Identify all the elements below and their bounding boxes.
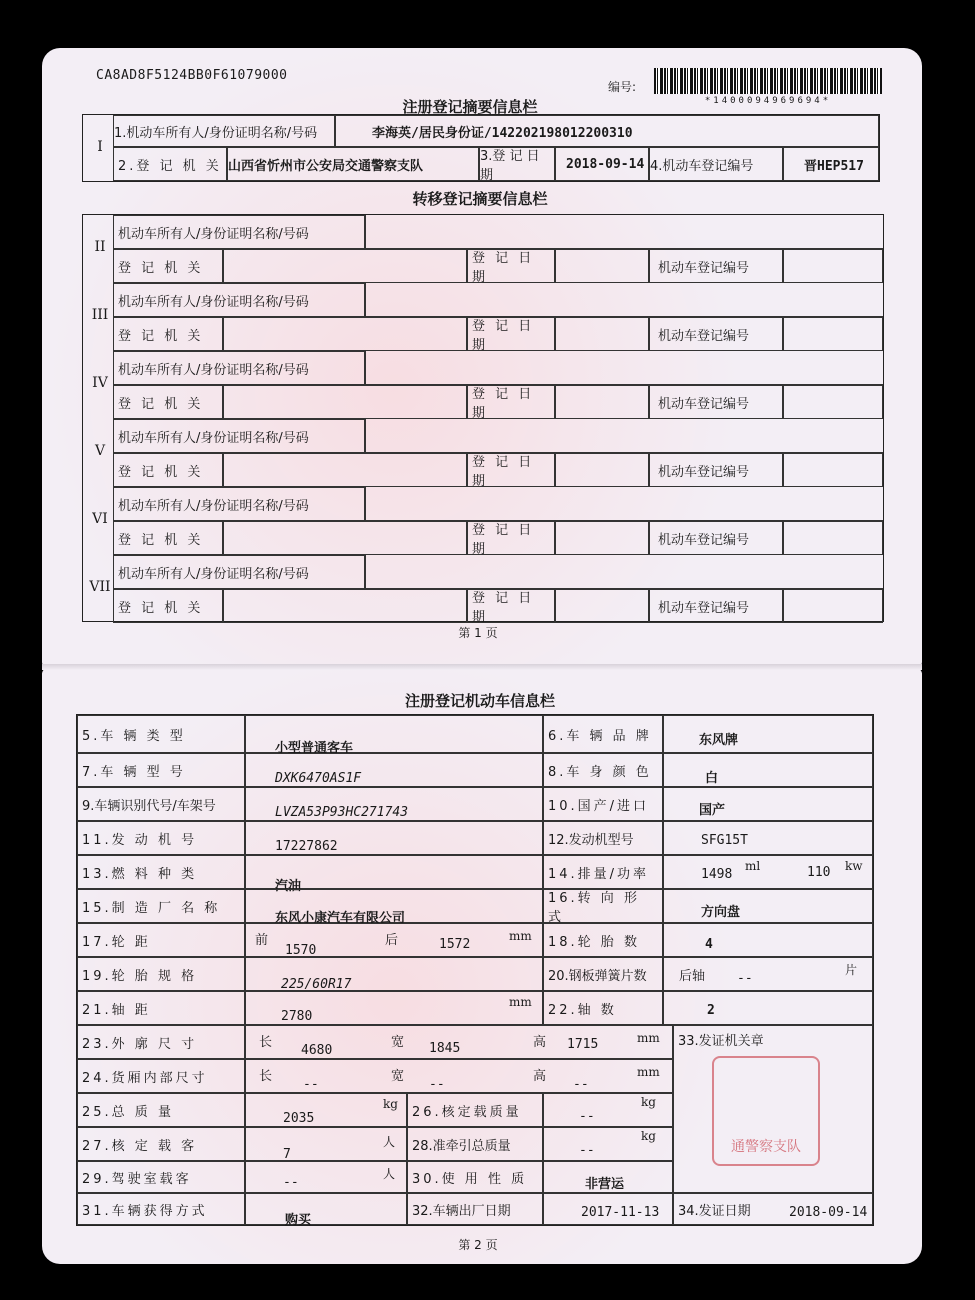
label-steering-type: 16.转 向 形 式 <box>543 889 663 923</box>
transfer-owner-value <box>365 419 883 453</box>
serial-number: CA8AD8F5124BB0F61079000 <box>96 68 288 83</box>
value-vin: LVZA53P93HC271743 <box>275 805 409 820</box>
owner-value: 李海英/居民身份证/142202198012200310 <box>335 115 879 147</box>
transfer-regno-label: 机动车登记编号 <box>649 521 783 555</box>
transfer-date-label: 登 记 日 期 <box>467 589 555 623</box>
regno-label: 4.机动车登记编号 <box>649 147 783 181</box>
value-length: 4680 <box>301 1043 333 1058</box>
width-label: 宽 <box>391 1069 405 1084</box>
row-numeral: VII <box>89 579 111 595</box>
rear-axle-label: 后轴 <box>679 969 706 984</box>
transfer-authority-label: 登 记 机 关 <box>113 589 223 623</box>
transfer-regno-value <box>783 385 883 419</box>
transfer-owner-label: 机动车所有人/身份证明名称/号码 <box>113 555 365 589</box>
label-manufacturer: 15.制 造 厂 名 称 <box>77 889 245 923</box>
section-title-vehicle-info: 注册登记机动车信息栏 <box>404 692 555 710</box>
authority-label: 2.登 记 机 关 <box>113 147 227 181</box>
value-vehicle-type: 小型普通客车 <box>275 741 354 756</box>
barcode <box>654 68 882 94</box>
value-rated-load: -- <box>579 1109 595 1124</box>
date-label: 3.登 记 日 期 <box>479 147 555 181</box>
owner-label: 1.机动车所有人/身份证明名称/号码 <box>113 115 335 147</box>
transfer-regno-label: 机动车登记编号 <box>649 385 783 419</box>
transfer-regno-value <box>783 521 883 555</box>
transfer-date-label: 登 记 日 期 <box>467 453 555 487</box>
value-cell <box>663 787 873 821</box>
section-title-registration-summary: 注册登记摘要信息栏 <box>402 98 538 116</box>
width-label: 宽 <box>391 1035 405 1050</box>
authority-value: 山西省忻州市公安局交通警察支队 <box>227 147 479 181</box>
transfer-owner-label: 机动车所有人/身份证明名称/号码 <box>113 215 365 249</box>
value-fuel-type: 汽油 <box>275 879 302 894</box>
label-brand: 6.车 辆 品 牌 <box>543 715 663 753</box>
unit-ml: ml <box>745 859 761 873</box>
transfer-owner-value <box>365 283 883 317</box>
transfer-regno-value <box>783 589 883 623</box>
value-cell <box>663 889 873 923</box>
label-leaf-springs: 20.钢板弹簧片数 <box>543 957 663 991</box>
label-issue-date: 34.发证日期 <box>673 1193 873 1225</box>
page-number-2: 第 2 页 <box>458 1238 498 1252</box>
value-height: 1715 <box>567 1037 599 1052</box>
transfer-owner-label: 机动车所有人/身份证明名称/号码 <box>113 351 365 385</box>
front-label: 前 <box>255 933 269 948</box>
unit-mm: mm <box>509 929 532 943</box>
barcode-label: 编号: <box>608 80 637 94</box>
transfer-authority-value <box>223 249 467 283</box>
value-acquisition-method: 购买 <box>285 1213 312 1228</box>
row-numeral: III <box>91 307 109 323</box>
transfer-owner-label: 机动车所有人/身份证明名称/号码 <box>113 419 365 453</box>
section-title-transfer-summary: 转移登记摘要信息栏 <box>412 190 548 208</box>
value-brand: 东风牌 <box>699 733 739 748</box>
value-cell <box>663 715 873 753</box>
unit-person: 人 <box>383 1135 396 1149</box>
value-cell <box>663 753 873 787</box>
transfer-date-value <box>555 453 649 487</box>
value-engine-no: 17227862 <box>275 839 338 854</box>
transfer-date-label: 登 记 日 期 <box>467 385 555 419</box>
label-engine-no: 11.发 动 机 号 <box>77 821 245 855</box>
value-origin: 国产 <box>699 803 726 818</box>
row-numeral: IV <box>92 375 108 391</box>
value-manufacturer: 东风小康汽车有限公司 <box>275 911 406 926</box>
label-origin: 10.国产/进口 <box>543 787 663 821</box>
label-total-mass: 25.总 质 量 <box>77 1093 245 1127</box>
regno-value: 晋HEP517 <box>783 147 879 181</box>
value-towing-mass: -- <box>579 1143 595 1158</box>
height-label: 高 <box>533 1069 547 1084</box>
transfer-date-value <box>555 385 649 419</box>
transfer-owner-value <box>365 351 883 385</box>
transfer-date-value <box>555 589 649 623</box>
label-tire-count: 18.轮 胎 数 <box>543 923 663 957</box>
value-leaf-springs: -- <box>737 971 753 986</box>
label-vehicle-model: 7.车 辆 型 号 <box>77 753 245 787</box>
label-outer-dimensions: 23.外 廓 尺 寸 <box>77 1025 245 1059</box>
label-wheelbase: 21.轴 距 <box>77 991 245 1025</box>
transfer-regno-label: 机动车登记编号 <box>649 453 783 487</box>
transfer-authority-label: 登 记 机 关 <box>113 249 223 283</box>
height-label: 高 <box>533 1035 547 1050</box>
transfer-summary-table <box>82 214 884 625</box>
transfer-authority-value <box>223 521 467 555</box>
label-vin: 9.车辆识别代号/车架号 <box>77 787 245 821</box>
value-cell <box>663 991 873 1025</box>
transfer-date-value <box>555 249 649 283</box>
unit-mm: mm <box>637 1031 660 1045</box>
transfer-owner-value <box>365 555 883 589</box>
official-stamp: 通警察支队 <box>712 1056 820 1166</box>
value-rear-track: 1572 <box>439 937 471 952</box>
transfer-regno-value <box>783 249 883 283</box>
transfer-date-label: 登 记 日 期 <box>467 521 555 555</box>
value-usage-nature: 非营运 <box>585 1177 625 1192</box>
unit-mm: mm <box>509 995 532 1009</box>
value-cargo-length: -- <box>303 1077 319 1092</box>
value-displacement: 1498 <box>701 867 733 882</box>
value-cell <box>245 1193 407 1225</box>
transfer-date-value <box>555 317 649 351</box>
value-engine-model: SFG15T <box>701 833 748 848</box>
value-cell <box>663 923 873 957</box>
label-axle-count: 22.轴 数 <box>543 991 663 1025</box>
unit-pieces: 片 <box>845 963 858 977</box>
value-vehicle-model: DXK6470AS1F <box>275 771 362 786</box>
transfer-authority-label: 登 记 机 关 <box>113 385 223 419</box>
transfer-regno-label: 机动车登记编号 <box>649 249 783 283</box>
transfer-date-value <box>555 521 649 555</box>
unit-kg: kg <box>383 1097 398 1111</box>
label-fuel-type: 13.燃 料 种 类 <box>77 855 245 889</box>
page-number-1: 第 1 页 <box>458 626 498 640</box>
unit-kg: kg <box>641 1095 656 1109</box>
transfer-authority-value <box>223 317 467 351</box>
transfer-authority-label: 登 记 机 关 <box>113 453 223 487</box>
transfer-authority-value <box>223 589 467 623</box>
value-front-track: 1570 <box>285 943 317 958</box>
rear-label: 后 <box>385 933 399 948</box>
unit-kg: kg <box>641 1129 656 1143</box>
page-fold <box>42 664 922 670</box>
value-tire-count: 4 <box>705 937 713 952</box>
label-engine-model: 12.发动机型号 <box>543 821 663 855</box>
value-cab-passengers: -- <box>283 1175 299 1190</box>
row-numeral: VI <box>92 511 108 527</box>
label-cab-passengers: 29.驾驶室载客 <box>77 1161 245 1193</box>
label-cargo-dimensions: 24.货厢内部尺寸 <box>77 1059 245 1093</box>
label-usage-nature: 30.使 用 性 质 <box>407 1161 543 1193</box>
transfer-date-label: 登 记 日 期 <box>467 249 555 283</box>
row-numeral: I <box>97 139 103 155</box>
value-axle-count: 2 <box>707 1003 715 1018</box>
row-numeral: V <box>94 443 106 459</box>
value-width: 1845 <box>429 1041 461 1056</box>
unit-kw: kw <box>845 859 863 873</box>
value-passenger-capacity: 7 <box>283 1147 291 1162</box>
transfer-regno-value <box>783 317 883 351</box>
transfer-regno-label: 机动车登记编号 <box>649 589 783 623</box>
length-label: 长 <box>259 1069 273 1084</box>
transfer-owner-label: 机动车所有人/身份证明名称/号码 <box>113 283 365 317</box>
label-production-date: 32.车辆出厂日期 <box>407 1193 543 1225</box>
label-track-width: 17.轮 距 <box>77 923 245 957</box>
label-rated-load: 26.核定载质量 <box>407 1093 543 1127</box>
unit-person: 人 <box>383 1167 396 1181</box>
label-passenger-capacity: 27.核 定 载 客 <box>77 1127 245 1161</box>
value-issue-date: 2018-09-14 <box>789 1205 868 1220</box>
value-cell <box>663 855 873 889</box>
label-tire-spec: 19.轮 胎 规 格 <box>77 957 245 991</box>
label-body-color: 8.车 身 颜 色 <box>543 753 663 787</box>
transfer-authority-label: 登 记 机 关 <box>113 521 223 555</box>
transfer-owner-value <box>365 487 883 521</box>
label-displacement-power: 14.排量/功率 <box>543 855 663 889</box>
transfer-authority-value <box>223 385 467 419</box>
registration-summary-table <box>82 114 880 182</box>
value-cargo-width: -- <box>429 1077 445 1092</box>
value-steering-type: 方向盘 <box>701 905 741 920</box>
label-acquisition-method: 31.车辆获得方式 <box>77 1193 245 1225</box>
value-wheelbase: 2780 <box>281 1009 313 1024</box>
transfer-authority-label: 登 记 机 关 <box>113 317 223 351</box>
value-total-mass: 2035 <box>283 1111 315 1126</box>
value-power: 110 <box>807 865 831 880</box>
value-body-color: 白 <box>705 771 719 786</box>
transfer-authority-value <box>223 453 467 487</box>
transfer-owner-value <box>365 215 883 249</box>
transfer-owner-label: 机动车所有人/身份证明名称/号码 <box>113 487 365 521</box>
transfer-regno-label: 机动车登记编号 <box>649 317 783 351</box>
issuing-seal-area: 33.发证机关章 <box>673 1025 873 1193</box>
length-label: 长 <box>259 1035 273 1050</box>
label-towing-mass: 28.准牵引总质量 <box>407 1127 543 1161</box>
value-production-date: 2017-11-13 <box>581 1205 660 1220</box>
barcode-number: *1400094969694* <box>704 96 832 106</box>
value-tire-spec: 225/60R17 <box>281 977 352 992</box>
date-value: 2018-09-14 <box>555 147 649 181</box>
label-vehicle-type: 5.车 辆 类 型 <box>77 715 245 753</box>
transfer-date-label: 登 记 日 期 <box>467 317 555 351</box>
value-cell <box>663 821 873 855</box>
value-cargo-height: -- <box>573 1077 589 1092</box>
transfer-regno-value <box>783 453 883 487</box>
row-numeral: II <box>94 239 106 255</box>
unit-mm: mm <box>637 1065 660 1079</box>
